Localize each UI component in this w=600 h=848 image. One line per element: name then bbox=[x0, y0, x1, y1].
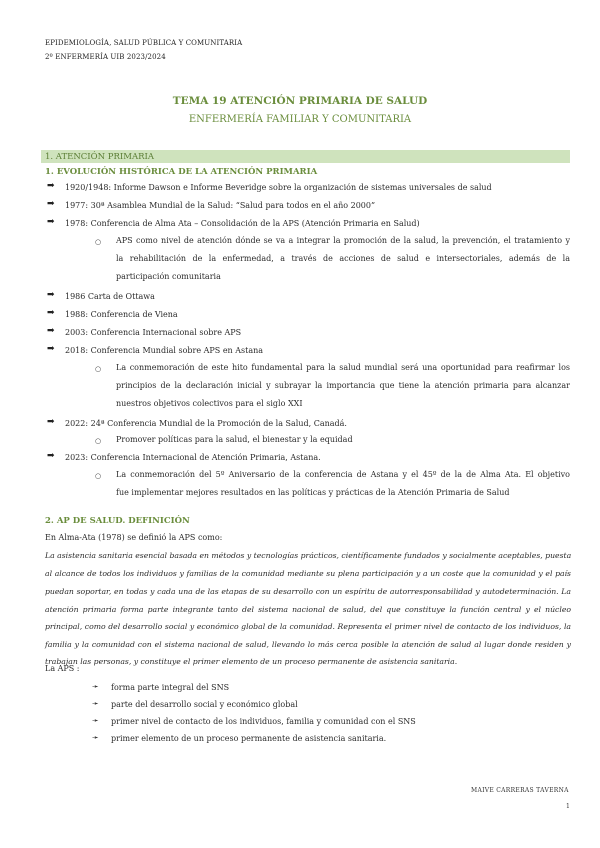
sub-list-line: La conmemoración del 5º Aniversario de la conferencia de Astana y el 45º de la de Alma Ata. El objetivo bbox=[116, 470, 570, 479]
arrow-bullet-icon: ➛ bbox=[92, 699, 99, 708]
footer-author: MAIVE CARRERAS TAVERNA bbox=[471, 787, 569, 794]
section-2-heading: 2. AP DE SALUD. DEFINICIÓN bbox=[45, 516, 190, 526]
arrow-bullet-icon: ➡ bbox=[47, 290, 55, 300]
definition-line: trabajan las personas, y constituye el primer elemento de un proceso permanente de asistencia sanitaria. bbox=[45, 657, 458, 666]
header-course: EPIDEMIOLOGÍA, SALUD PÚBLICA Y COMUNITARIA bbox=[45, 39, 243, 47]
circle-bullet-icon: ○ bbox=[95, 437, 102, 445]
arrow-bullet-icon: ➡ bbox=[47, 451, 55, 461]
definition-line: atención primaria forma parte integrante tanto del sistema nacional de salud, del que constituye la función central y el núcleo bbox=[45, 605, 571, 614]
definition-line: puedan soportar, en todas y cada una de las etapas de su desarrollo con un espíritu de autorresponsabilidad y autodeterminación. La bbox=[45, 587, 571, 596]
definition-line: La asistencia sanitaria esencial basada en métodos y tecnologías prácticos, científicamente fundados y socialmente aceptables, puesta bbox=[45, 551, 572, 560]
section-1-heading: 1. ATENCIÓN PRIMARIA bbox=[45, 152, 154, 162]
arrow-bullet-icon: ➡ bbox=[47, 344, 55, 354]
circle-bullet-icon: ○ bbox=[95, 238, 102, 246]
arrow-bullet-icon: ➡ bbox=[47, 199, 55, 209]
sub-list-line: APS como nivel de atención dónde se va a integrar la promoción de la salud, la prevención, el tratamiento y bbox=[116, 236, 570, 245]
definition-line: familia y la comunidad con el sistema nacional de salud, llevando lo más cerca posible la atención de salud al lugar donde residen y bbox=[45, 640, 571, 649]
aps-list-item: primer elemento de un proceso permanente de asistencia sanitaria. bbox=[111, 734, 387, 743]
sub-list-line: nuestros objetivos colectivos para el siglo XXI bbox=[116, 399, 303, 408]
circle-bullet-icon: ○ bbox=[95, 365, 102, 373]
sub-list-line: principios de la declaración inicial y subrayar la importancia que tiene la atención primaria para alcanzar bbox=[116, 381, 570, 390]
list-item: 1978: Conferencia de Alma Ata – Consolidación de la APS (Atención Primaria en Salud) bbox=[65, 219, 420, 228]
definition-line: principal, como del desarrollo social y económico global de la comunidad. Representa el primer nivel de contacto de los individuos, la bbox=[45, 622, 571, 631]
arrow-bullet-icon: ➡ bbox=[47, 217, 55, 227]
header-year: 2º ENFERMERÍA UIB 2023/2024 bbox=[45, 53, 166, 61]
aps-list-item: parte del desarrollo social y económico global bbox=[111, 700, 298, 709]
arrow-bullet-icon: ➡ bbox=[47, 326, 55, 336]
arrow-bullet-icon: ➛ bbox=[92, 716, 99, 725]
page-subtitle: ENFERMERÍA FAMILIAR Y COMUNITARIA bbox=[188, 114, 412, 125]
aps-list-item: primer nivel de contacto de los individuos, familia y comunidad con el SNS bbox=[111, 717, 416, 726]
list-item: 1988: Conferencia de Viena bbox=[65, 310, 178, 319]
list-item: 1977: 30ª Asamblea Mundial de la Salud: “Salud para todos en el año 2000” bbox=[65, 201, 376, 210]
list-item: 1920/1948: Informe Dawson e Informe Beveridge sobre la organización de sistemas universales de salud bbox=[65, 183, 492, 192]
sub-list-line: participación comunitaria bbox=[116, 272, 221, 281]
aps-list-item: forma parte integral del SNS bbox=[111, 683, 230, 692]
definition-intro: En Alma-Ata (1978) se definió la APS como: bbox=[45, 533, 223, 542]
arrow-bullet-icon: ➛ bbox=[92, 733, 99, 742]
page-title: TEMA 19 ATENCIÓN PRIMARIA DE SALUD bbox=[172, 95, 428, 107]
list-item: 2023: Conferencia Internacional de Atención Primaria, Astana. bbox=[65, 453, 321, 462]
list-item: 2018: Conferencia Mundial sobre APS en Astana bbox=[65, 346, 264, 355]
aps-label: La APS : bbox=[45, 664, 80, 673]
arrow-bullet-icon: ➡ bbox=[47, 181, 55, 191]
arrow-bullet-icon: ➡ bbox=[47, 417, 55, 427]
sub-list-line: fue implementar mejores resultados en las políticas y prácticas de la Atención Primaria de Salud bbox=[116, 488, 510, 497]
circle-bullet-icon: ○ bbox=[95, 472, 102, 480]
list-item: 2022: 24ª Conferencia Mundial de la Promoción de la Salud, Canadá. bbox=[65, 419, 347, 428]
sub-list-line: La conmemoración de este hito fundamental para la salud mundial será una oportunidad para reafirmar los bbox=[116, 363, 570, 372]
page-number: 1 bbox=[566, 803, 570, 810]
sub-list-line: la rehabilitación de la enfermedad, a través de acciones de salud e intersectoriales, además de la bbox=[116, 254, 570, 263]
section-1-subheading: 1. EVOLUCIÓN HISTÓRICA DE LA ATENCIÓN PRIMARIA bbox=[45, 167, 318, 177]
sub-list-line: Promover políticas para la salud, el bienestar y la equidad bbox=[116, 435, 353, 444]
definition-line: al alcance de todos los individuos y familias de la comunidad mediante su plena participación y a un coste que la comunidad y el país bbox=[45, 569, 571, 578]
arrow-bullet-icon: ➡ bbox=[47, 308, 55, 318]
arrow-bullet-icon: ➛ bbox=[92, 682, 99, 691]
list-item: 1986 Carta de Ottawa bbox=[65, 292, 155, 301]
list-item: 2003: Conferencia Internacional sobre APS bbox=[65, 328, 242, 337]
